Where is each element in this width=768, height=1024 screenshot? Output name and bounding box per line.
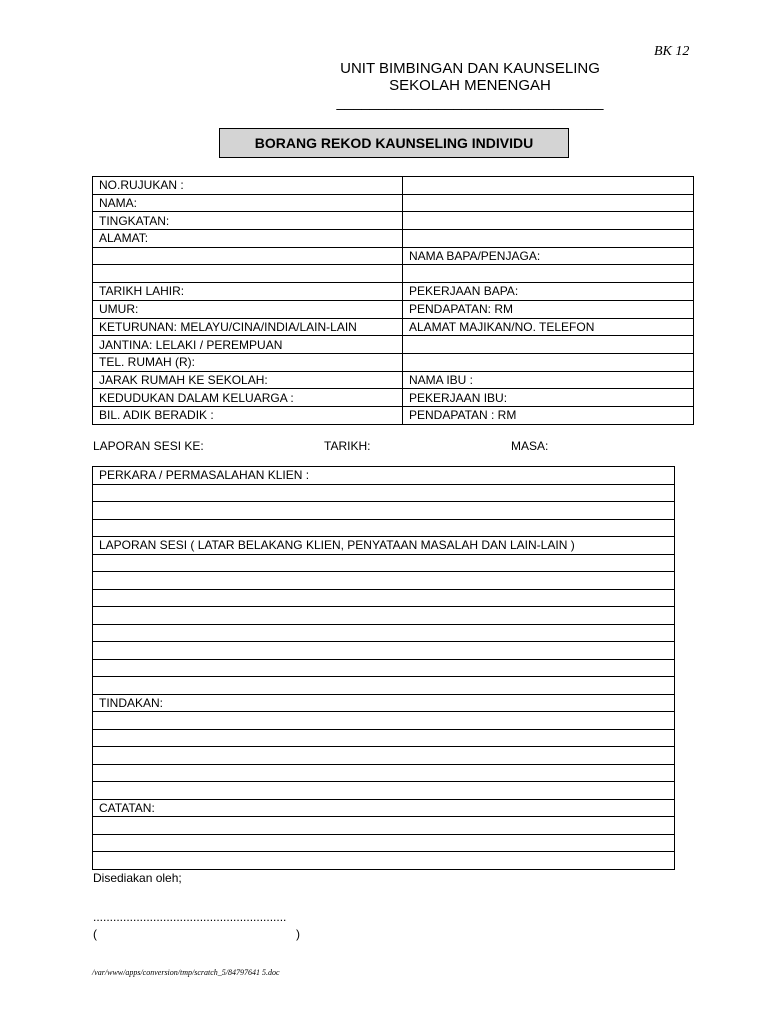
name-bracket-open: (	[93, 927, 97, 941]
notes-cell[interactable]	[93, 589, 675, 607]
info-cell-right[interactable]: PEKERJAAN BAPA:	[403, 283, 694, 301]
session-date-label: TARIKH:	[324, 439, 371, 453]
session-notes-table	[92, 466, 675, 870]
notes-row	[93, 467, 675, 485]
notes-row	[93, 764, 675, 782]
info-cell-left[interactable]: KETURUNAN: MELAYU/CINA/INDIA/LAIN-LAIN	[93, 318, 403, 336]
signature-line: ..........................................................	[93, 910, 287, 924]
notes-cell[interactable]	[93, 502, 675, 520]
header-underline: ________________________________	[336, 94, 604, 111]
notes-cell[interactable]	[93, 834, 675, 852]
info-cell-right[interactable]: PENDAPATAN : RM	[403, 406, 694, 424]
name-bracket-close: )	[296, 927, 300, 941]
student-info-table	[92, 176, 694, 425]
notes-cell[interactable]	[93, 642, 675, 660]
notes-row	[93, 677, 675, 695]
info-cell-left[interactable]: TINGKATAN:	[93, 212, 403, 230]
info-cell-right[interactable]	[403, 353, 694, 371]
notes-row	[93, 834, 675, 852]
notes-row	[93, 782, 675, 800]
notes-row	[93, 502, 675, 520]
notes-cell[interactable]	[93, 712, 675, 730]
info-row	[93, 194, 694, 212]
notes-cell[interactable]: LAPORAN SESI ( LATAR BELAKANG KLIEN, PENYATAAN MASALAH DAN LAIN-LAIN )	[93, 537, 675, 555]
info-cell-left[interactable]: NO.RUJUKAN :	[93, 177, 403, 195]
info-cell-right[interactable]	[403, 194, 694, 212]
info-cell-right[interactable]: PENDAPATAN: RM	[403, 300, 694, 318]
notes-cell[interactable]	[93, 519, 675, 537]
notes-cell[interactable]	[93, 764, 675, 782]
info-cell-left[interactable]: UMUR:	[93, 300, 403, 318]
document-code: BK 12	[654, 44, 690, 59]
info-cell-left[interactable]	[93, 247, 403, 265]
notes-cell[interactable]	[93, 817, 675, 835]
info-cell-left[interactable]: BIL. ADIK BERADIK :	[93, 406, 403, 424]
notes-row	[93, 519, 675, 537]
info-cell-right[interactable]	[403, 212, 694, 230]
info-cell-right[interactable]: NAMA IBU :	[403, 371, 694, 389]
notes-cell[interactable]: CATATAN:	[93, 799, 675, 817]
file-path: /var/www/apps/conversion/tmp/scratch_5/84797641 5.doc	[92, 968, 280, 977]
info-cell-right[interactable]: PEKERJAAN IBU:	[403, 389, 694, 407]
notes-row	[93, 694, 675, 712]
notes-row	[93, 817, 675, 835]
info-cell-left[interactable]: JANTINA: LELAKI / PEREMPUAN	[93, 336, 403, 354]
info-cell-right[interactable]: ALAMAT MAJIKAN/NO. TELEFON	[403, 318, 694, 336]
info-row	[93, 212, 694, 230]
notes-cell[interactable]: PERKARA / PERMASALAHAN KLIEN :	[93, 467, 675, 485]
notes-cell[interactable]	[93, 677, 675, 695]
notes-cell[interactable]: TINDAKAN:	[93, 694, 675, 712]
notes-row	[93, 729, 675, 747]
info-cell-right[interactable]	[403, 230, 694, 248]
info-row	[93, 247, 694, 265]
info-cell-left[interactable]	[93, 265, 403, 283]
info-row	[93, 177, 694, 195]
header-school: SEKOLAH MENENGAH	[389, 77, 551, 94]
info-row	[93, 300, 694, 318]
notes-row	[93, 712, 675, 730]
info-row	[93, 283, 694, 301]
info-cell-left[interactable]: TEL. RUMAH (R):	[93, 353, 403, 371]
notes-row	[93, 659, 675, 677]
notes-cell[interactable]	[93, 659, 675, 677]
info-row	[93, 318, 694, 336]
info-cell-right[interactable]: NAMA BAPA/PENJAGA:	[403, 247, 694, 265]
notes-cell[interactable]	[93, 607, 675, 625]
notes-row	[93, 642, 675, 660]
form-title: BORANG REKOD KAUNSELING INDIVIDU	[219, 128, 569, 158]
notes-row	[93, 537, 675, 555]
info-row	[93, 406, 694, 424]
notes-cell[interactable]	[93, 729, 675, 747]
notes-row	[93, 799, 675, 817]
info-cell-left[interactable]: NAMA:	[93, 194, 403, 212]
notes-row	[93, 607, 675, 625]
notes-row	[93, 852, 675, 870]
info-cell-right[interactable]	[403, 265, 694, 283]
notes-cell[interactable]	[93, 572, 675, 590]
notes-cell[interactable]	[93, 747, 675, 765]
info-row	[93, 371, 694, 389]
notes-row	[93, 572, 675, 590]
notes-row	[93, 484, 675, 502]
notes-row	[93, 554, 675, 572]
prepared-by-label: Disediakan oleh;	[93, 871, 182, 885]
header-unit: UNIT BIMBINGAN DAN KAUNSELING	[340, 60, 600, 77]
session-number-label: LAPORAN SESI KE:	[93, 439, 204, 453]
info-cell-left[interactable]: JARAK RUMAH KE SEKOLAH:	[93, 371, 403, 389]
notes-cell[interactable]	[93, 624, 675, 642]
info-cell-right[interactable]	[403, 336, 694, 354]
info-cell-left[interactable]: TARIKH LAHIR:	[93, 283, 403, 301]
notes-cell[interactable]	[93, 852, 675, 870]
info-cell-left[interactable]: KEDUDUKAN DALAM KELUARGA :	[93, 389, 403, 407]
info-row	[93, 230, 694, 248]
session-time-label: MASA:	[511, 439, 549, 453]
notes-row	[93, 624, 675, 642]
info-row	[93, 389, 694, 407]
info-row	[93, 336, 694, 354]
info-cell-left[interactable]: ALAMAT:	[93, 230, 403, 248]
notes-cell[interactable]	[93, 484, 675, 502]
notes-cell[interactable]	[93, 554, 675, 572]
notes-cell[interactable]	[93, 782, 675, 800]
info-row	[93, 265, 694, 283]
notes-row	[93, 589, 675, 607]
notes-row	[93, 747, 675, 765]
info-row	[93, 353, 694, 371]
info-cell-right[interactable]	[403, 177, 694, 195]
